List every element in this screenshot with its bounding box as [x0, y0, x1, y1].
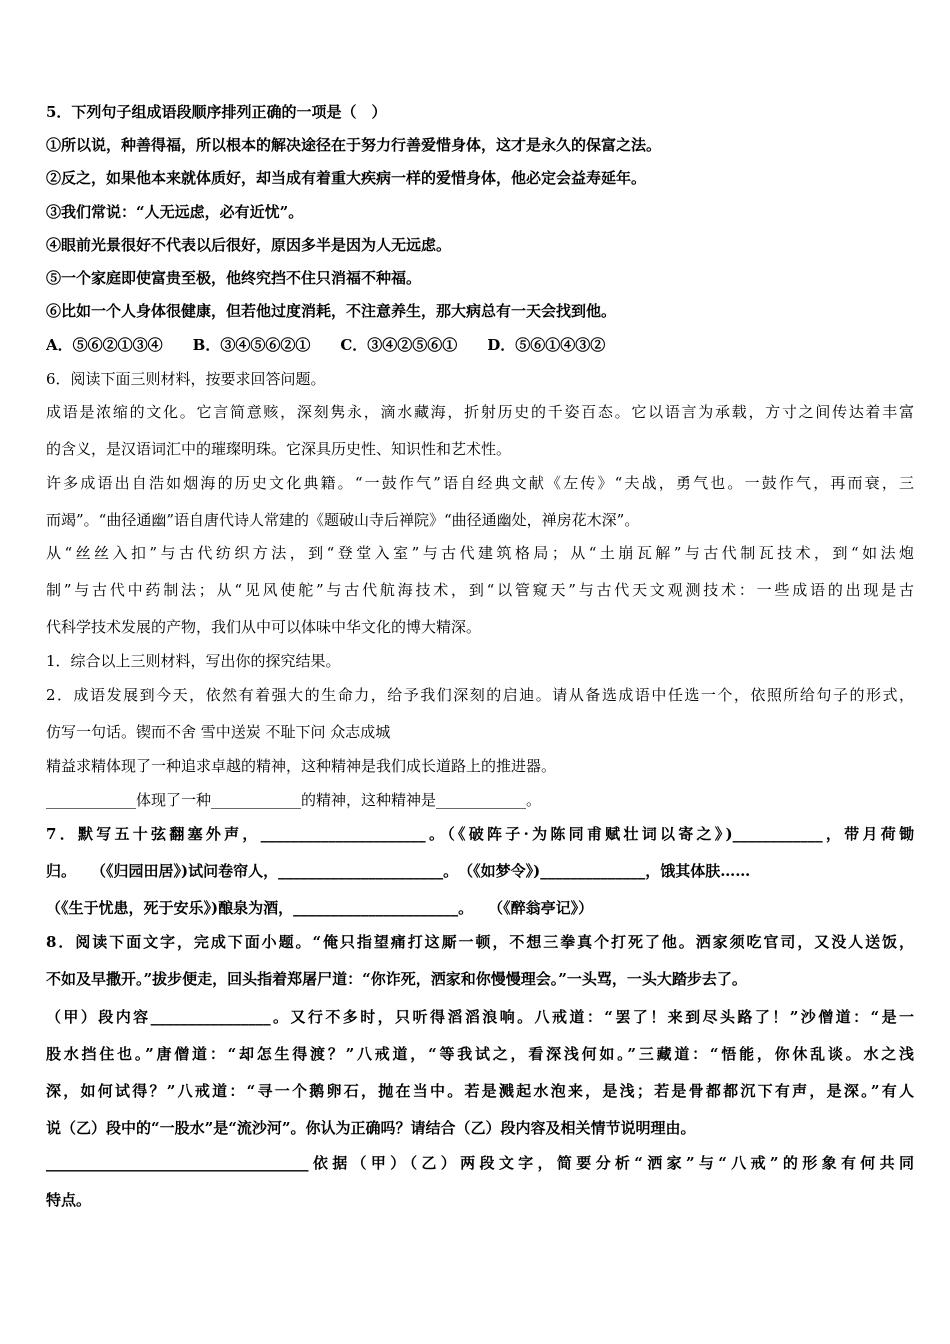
q6-sub-question-1: 1．综合以上三则材料，写出你的探究结果。	[46, 652, 341, 670]
q7-line-3: （《生于忧患，死于安乐》)酿泉为酒，______________________。 （《醉翁亭记》）	[46, 899, 594, 917]
q5-options: A．⑤⑥②①③④ B．③④⑤⑥②① C．③④②⑤⑥① D．⑤⑥①④③②	[46, 336, 606, 354]
q6-sub-question-2-line-2: 仿写一句话。锲而不舍 雪中送炭 不耻下问 众志成城	[46, 723, 391, 741]
q8-line-8: 特点。	[46, 1191, 92, 1209]
q8-line-5: 深，如何试得？”八戒道：“寻一个鹅卵石，抛在当中。若是溅起水泡来，是浅；若是骨都都沉下有声，是深。”有人	[46, 1082, 914, 1100]
q5-sentence-1: ①所以说，种善得福，所以根本的解决途径在于努力行善爱惜身体，这才是永久的保富之法。	[46, 136, 662, 154]
q6-material-3-line-3: 代科学技术发展的产物，我们从中可以体味中华文化的博大精深。	[46, 618, 482, 636]
q6-example-sentence: 精益求精体现了一种追求卓越的精神，这种精神是我们成长道路上的推进器。	[46, 757, 557, 775]
q6-material-3-line-2: 制”与古代中药制法；从“见风使舵”与古代航海技术，到“以管窥天”与古代天文观测技术：一些成语的出现是古	[46, 581, 914, 599]
q5-sentence-6: ⑥比如一个人身体很健康，但若他过度消耗，不注意养生，那大病总有一天会找到他。	[46, 302, 617, 320]
q6-material-2-line-1: 许多成语出自浩如烟海的历史文化典籍。“一鼓作气”语自经典文献《左传》“夫战，勇气也。一鼓作气，再而衰，三	[46, 474, 914, 492]
q6-fill-in-blank: ____________体现了一种____________的精神，这种精神是____________。	[46, 791, 542, 809]
q5-sentence-2: ②反之，如果他本来就体质好，却当成有着重大疾病一样的爱惜身体，他必定会益寿延年。	[46, 169, 647, 187]
q6-material-1-line-1: 成语是浓缩的文化。它言简意赅，深刻隽永，滴水藏海，折射历史的千姿百态。它以语言为承载，方寸之间传达着丰富	[46, 403, 914, 421]
q8-line-4: 股水挡住也。”唐僧道：“却怎生得渡？”八戒道，“等我试之，看深浅何如。”三藏道：“悟能，你休乱谈。水之浅	[46, 1045, 914, 1063]
q6-material-3-line-1: 从“丝丝入扣”与古代纺织方法，到“登堂入室”与古代建筑格局；从“土崩瓦解”与古代制瓦技术，到“如法炮	[46, 544, 914, 562]
q8-line-2: 不如及早撒开。”拔步便走，回头指着郑屠尸道：“你诈死，洒家和你慢慢理会。”一头骂，一头大踏步去了。	[46, 970, 747, 988]
q5-sentence-3: ③我们常说：“人无远虑，必有近忧”。	[46, 203, 304, 221]
q6-sub-question-2-line-1: 2．成语发展到今天，依然有着强大的生命力，给予我们深刻的启迪。请从备选成语中任选一个，依照所给句子的形式，	[46, 686, 914, 704]
q8-line-6: 说（乙）段中的“一股水”是“流沙河”。你认为正确吗？请结合（乙）段内容及相关情节说明理由。	[46, 1119, 696, 1137]
q6-stem: 6．阅读下面三则材料，按要求回答问题。	[46, 370, 326, 388]
q5-sentence-4: ④眼前光景很好不代表以后很好，原因多半是因为人无远虑。	[46, 236, 452, 254]
q8-line-7: ___________________________________依据（甲）（乙）两段文字，简要分析“洒家”与“八戒”的形象有何共同	[46, 1154, 914, 1172]
q5-sentence-5: ⑤一个家庭即使富贵至极，他终究挡不住只消福不种福。	[46, 269, 422, 287]
q6-material-1-line-2: 的含义，是汉语词汇中的璀璨明珠。它深具历史性、知识性和艺术性。	[46, 440, 512, 458]
q8-line-1: 8．阅读下面文字，完成下面小题。“俺只指望痛打这厮一顿，不想三拳真个打死了他。洒家须吃官司，又没人送饭，	[46, 933, 914, 951]
q5-stem: 5．下列句子组成语段顺序排列正确的一项是（ ）	[46, 103, 387, 121]
q8-line-3: （甲）段内容________________。又行不多时，只听得滔滔浪响。八戒道：“罢了！来到尽头路了！”沙僧道：“是一	[46, 1008, 914, 1026]
q7-line-1: 7．默写五十弦翻塞外声，______________________。（《破阵子·为陈同甫赋壮词以寄之》)____________，带月荷锄	[46, 825, 914, 843]
q6-material-2-line-2: 而竭”。“曲径通幽”语自唐代诗人常建的《题破山寺后禅院》“曲径通幽处，禅房花木深”。	[46, 511, 640, 529]
q7-line-2: 归。 （《归园田居》)试问卷帘人，______________________。 （《如梦令》)______________，饿其体肤……	[46, 862, 751, 880]
